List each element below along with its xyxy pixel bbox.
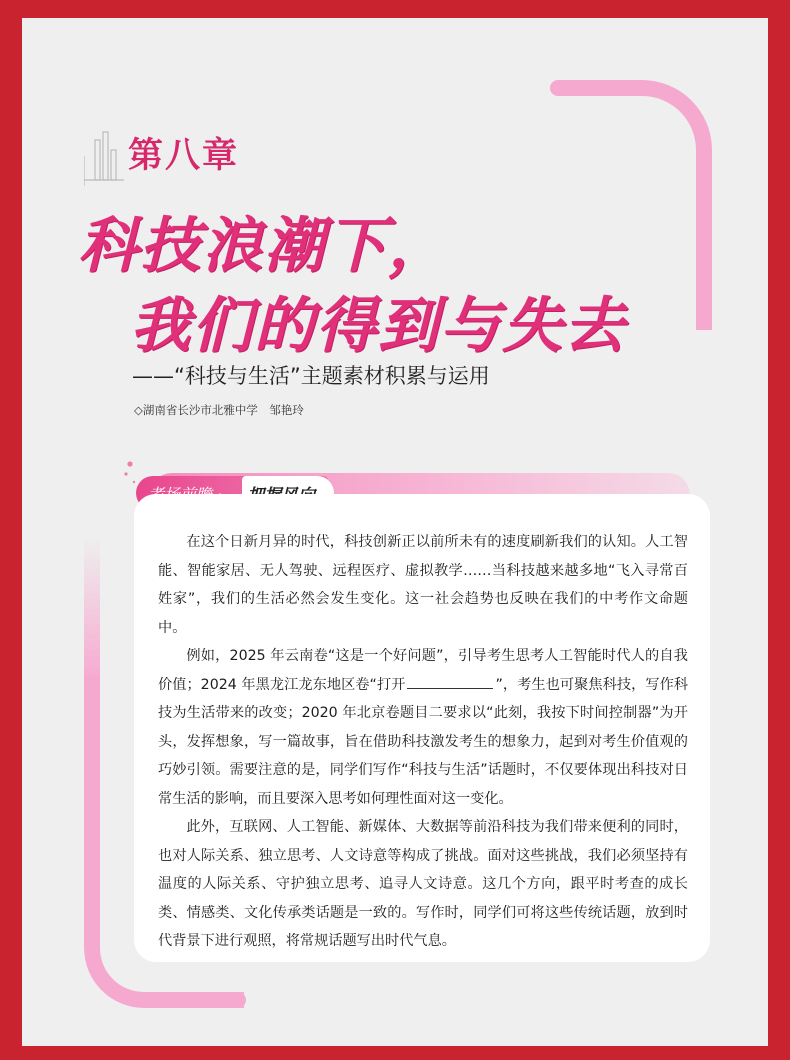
fill-in-blank (407, 674, 493, 689)
page (22, 18, 768, 1046)
bar-chart-icon (84, 126, 124, 186)
page-title-line-1: 科技浪潮下， (78, 211, 450, 281)
chapter-label: 第八章 (128, 136, 240, 176)
text-card (134, 494, 710, 962)
frame-decoration (222, 992, 246, 1008)
paragraph (158, 642, 688, 813)
page-title-line-2: 我们的得到与失去 (130, 291, 626, 361)
author-line: ◇湖南省长沙市北雅中学 邹艳玲 (134, 403, 304, 417)
paragraph-text: 例如，2025 年云南卷“这是一个好问题”，引导考生思考人工智能时代人的自我价值；2024 年黑龙江龙东地区卷“打开 (158, 648, 688, 693)
paragraph-text: ”，考生也可聚焦科技，写作科技为生活带来的改变；2020 年北京卷题目二要求以“此刻，我按下时间控制器”为开头，发挥想象，写一篇故事，旨在借助科技激发考生的想象力，起到对考生价值观的巧妙引领。需要注意的是，同学们写作“科技与生活”话题时，不仅要体现出科技对日常生活的影响，而且要深入思考如何理性面对这一变化。 (158, 676, 689, 807)
subtitle: ——“科技与生活”主题素材积累与运用 (132, 364, 490, 388)
paragraph: 此外，互联网、人工智能、新媒体、大数据等前沿科技为我们带来便利的同时，也对人际关系、独立思考、人文诗意等构成了挑战。面对这些挑战，我们必须坚持有温度的人际关系、守护独立思考、追寻人文诗意。这几个方向，跟平时考查的成长类、情感类、文化传承类话题是一致的。写作时，同学们可将这些传统话题，放到时代背景下进行观照，将常规话题写出时代气息。 (158, 819, 688, 949)
paragraph: 在这个日新月异的时代，科技创新正以前所未有的速度刷新我们的认知。人工智能、智能家居、无人驾驶、远程医疗、虚拟教学……当科技越来越多地“飞入寻常百姓家”，我们的生活必然会发生变化。这一社会趋势也反映在我们的中考作文命题中。 (158, 534, 688, 636)
